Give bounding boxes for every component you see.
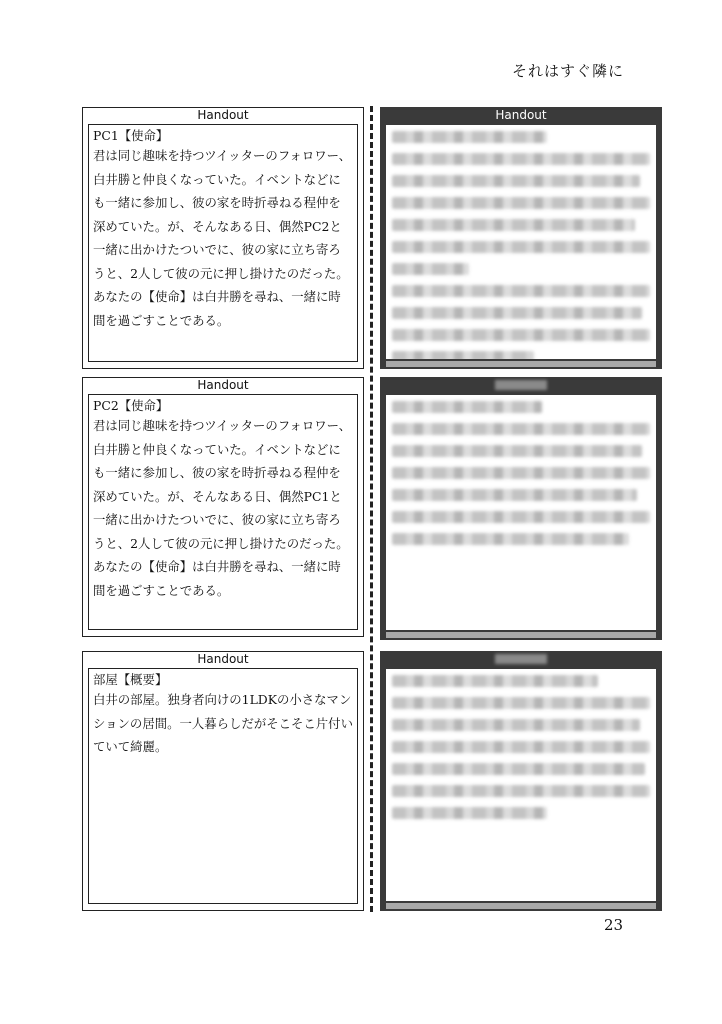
blurred-secret-text [386,669,656,901]
handout-card-text: 白井の部屋。独身者向けの1LDKの小さなマンションの居間。一人暮らしだがそこそこ片付いていて綺麗。 [93,692,353,754]
blurred-secret-text [386,125,656,359]
handout-card-body [88,394,358,630]
cut-line-divider [370,106,373,912]
handout-card-header: Handout [197,108,249,122]
blurred-secret-header [495,380,547,390]
handout-card-header: Handout [197,652,249,666]
blurred-secret-header [495,654,547,664]
handout-card-title: 部屋【概要】 [93,672,168,687]
secret-card-header: Handout [495,108,547,122]
handout-card-body [88,668,358,904]
handout-card-header: Handout [197,378,249,392]
handout-card-text: 君は同じ趣味を持つツイッターのフォロワー、白井勝と仲良くなっていた。イベントなどにも一緒に参加し、彼の家を時折尋ねる程仲を深めていた。が、そんなある日、偶然PC1と一緒に出かけたついでに、彼の家に立ち寄ろうと、2人して彼の元に押し掛けたのだった。 あなたの【使命】は白井勝を尋ね、一緒に時間を過ごすことである。 [93,418,351,598]
blurred-secret-text [386,395,656,630]
page-number: 23 [604,916,624,934]
handout-card-title: PC2【使命】 [93,398,169,413]
secret-card-3 [380,651,662,911]
handout-card-body [88,124,358,362]
handout-card-pc2 [82,377,364,637]
page-title: それはすぐ隣に [511,62,624,80]
handout-card-pc1 [82,107,364,369]
secret-card-2 [380,377,662,640]
secret-card-1 [380,107,662,369]
handout-card-text: 君は同じ趣味を持つツイッターのフォロワー、白井勝と仲良くなっていた。イベントなどにも一緒に参加し、彼の家を時折尋ねる程仲を深めていた。が、そんなある日、偶然PC2と一緒に出かけたついでに、彼の家に立ち寄ろうと、2人して彼の元に押し掛けたのだった。 あなたの【使命】は白井勝を尋ね、一緒に時間を過ごすことである。 [93,148,351,328]
handout-card-title: PC1【使命】 [93,128,169,143]
handout-card-room [82,651,364,911]
